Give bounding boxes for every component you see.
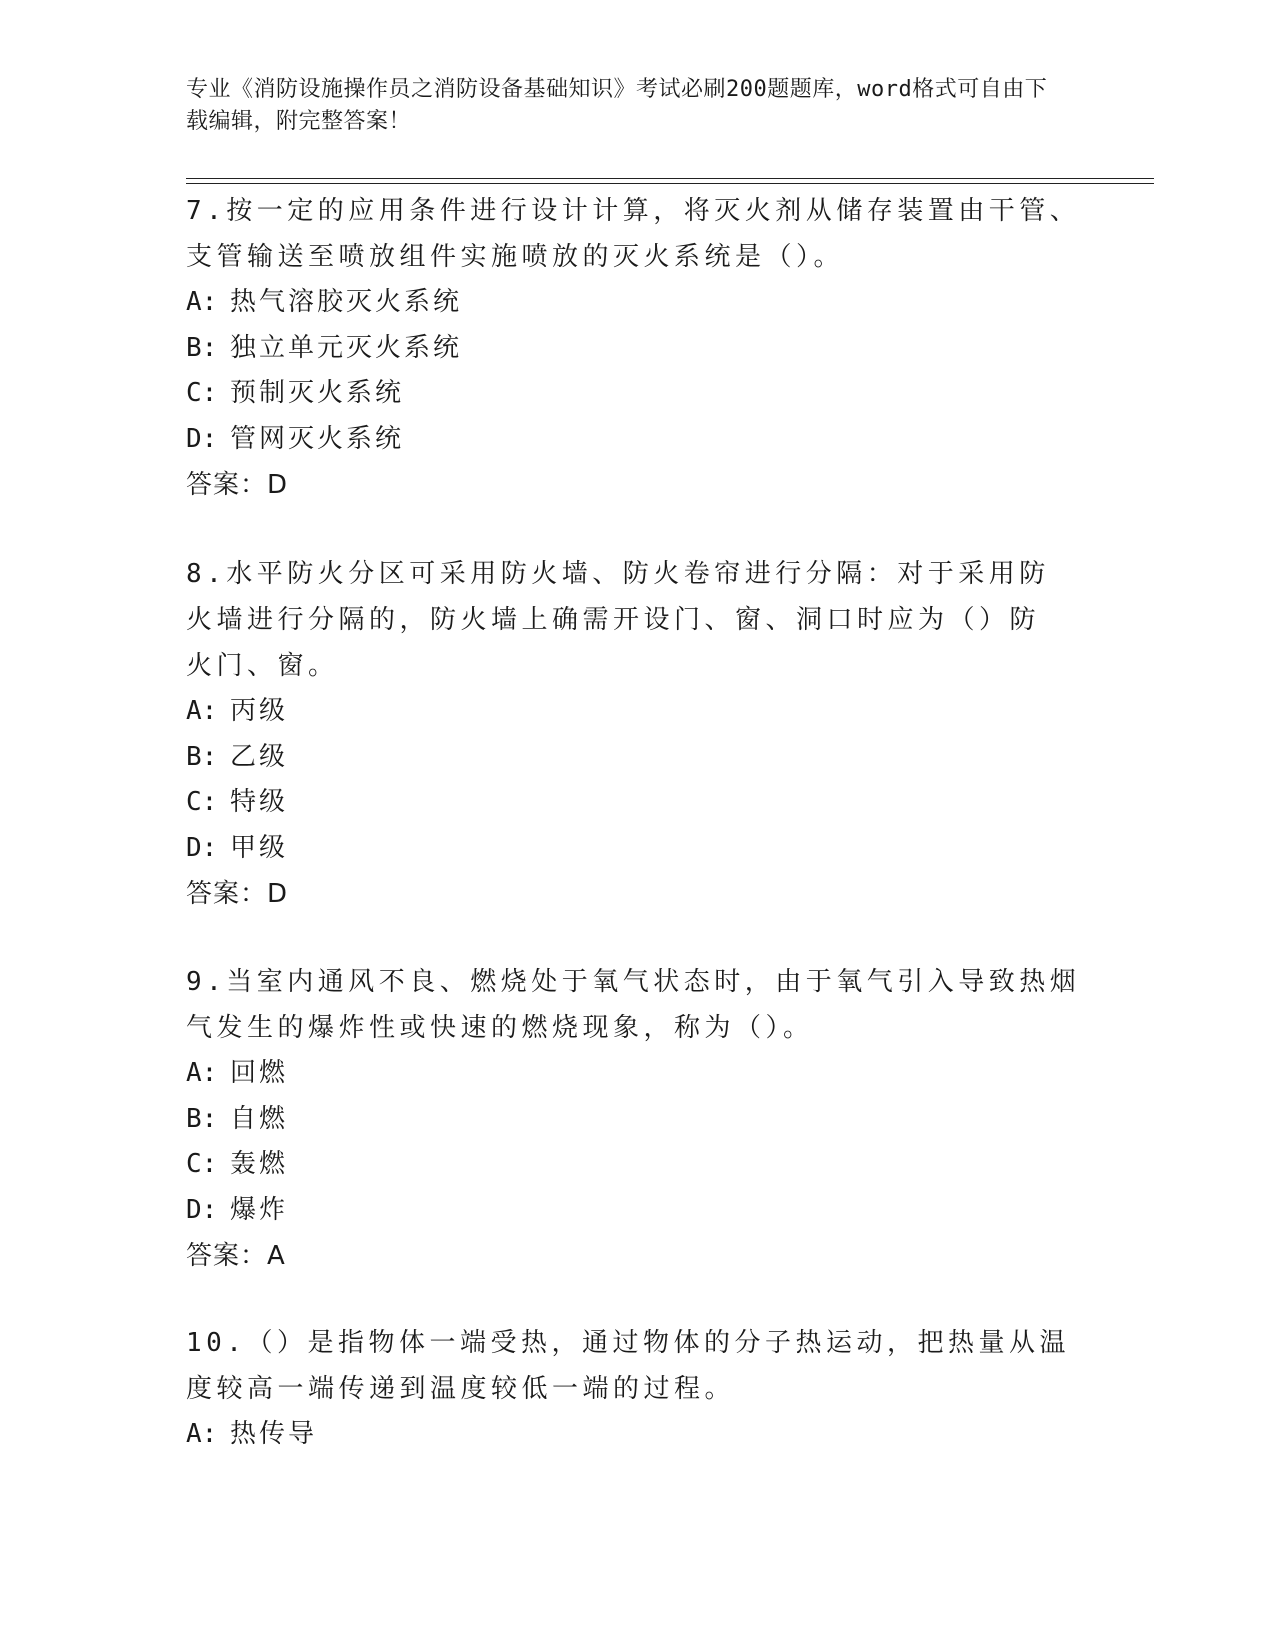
option-b — [186, 1097, 1086, 1143]
option-b — [186, 735, 1066, 781]
question-10 — [186, 1320, 1086, 1458]
option-key: D: — [186, 1194, 218, 1225]
option-key: C: — [186, 1149, 218, 1179]
option-text: 丙级 — [230, 696, 289, 726]
option-text: 独立单元灭火系统 — [230, 332, 463, 363]
option-c — [186, 780, 1066, 826]
question-stem: 9.当室内通风不良、燃烧处于氧气状态时，由于氧气引入导致热烟气发生的爆炸性或快速的燃烧现象，称为（）。 — [186, 967, 1081, 1043]
option-c — [186, 1142, 1086, 1188]
option-a — [186, 280, 1086, 326]
option-text: 预制灭火系统 — [230, 378, 405, 408]
question-7 — [186, 188, 1086, 508]
option-a — [186, 689, 1066, 735]
option-key: B: — [186, 1103, 218, 1134]
answer-line: 答案：D — [186, 879, 289, 909]
option-text: 爆炸 — [230, 1194, 289, 1225]
option-text: 轰燃 — [230, 1149, 289, 1179]
option-text: 自燃 — [230, 1103, 289, 1134]
option-key: C: — [186, 378, 218, 408]
question-stem: 10.（）是指物体一端受热，通过物体的分子热运动，把热量从温度较高一端传递到温度较低一端的过程。 — [186, 1328, 1070, 1404]
option-key: B: — [186, 332, 218, 363]
header-divider — [186, 178, 1154, 184]
option-b — [186, 326, 1086, 372]
option-key: A: — [186, 1058, 218, 1088]
option-key: D: — [186, 832, 218, 863]
option-key: A: — [186, 1419, 218, 1449]
option-key: D: — [186, 423, 218, 454]
option-a — [186, 1051, 1086, 1097]
question-8 — [186, 551, 1066, 917]
question-stem: 7.按一定的应用条件进行设计计算，将灭火剂从储存装置由干管、支管输送至喷放组件实施喷放的灭火系统是（）。 — [186, 196, 1081, 272]
option-d — [186, 826, 1066, 872]
option-key: C: — [186, 787, 218, 817]
option-text: 甲级 — [230, 832, 289, 863]
option-text: 回燃 — [230, 1058, 289, 1088]
question-9 — [186, 959, 1086, 1279]
option-key: A: — [186, 696, 218, 726]
option-a — [186, 1412, 1086, 1458]
answer-line: 答案：D — [186, 470, 289, 500]
answer-line: 答案：A — [186, 1241, 286, 1271]
option-text: 管网灭火系统 — [230, 423, 405, 454]
question-stem: 8.水平防火分区可采用防火墙、防火卷帘进行分隔：对于采用防火墙进行分隔的，防火墙上确需开设门、窗、洞口时应为（）防火门、窗。 — [186, 559, 1050, 681]
option-d — [186, 417, 1086, 463]
option-d — [186, 1188, 1086, 1234]
option-text: 热传导 — [230, 1419, 318, 1449]
option-c — [186, 371, 1086, 417]
option-text: 特级 — [230, 787, 289, 817]
option-key: A: — [186, 287, 218, 317]
document-header: 专业《消防设施操作员之消防设备基础知识》考试必刷200题题库，word格式可自由下载编辑，附完整答案！ — [186, 77, 1048, 134]
option-text: 热气溶胶灭火系统 — [230, 287, 463, 317]
option-key: B: — [186, 741, 218, 772]
option-text: 乙级 — [230, 741, 289, 772]
